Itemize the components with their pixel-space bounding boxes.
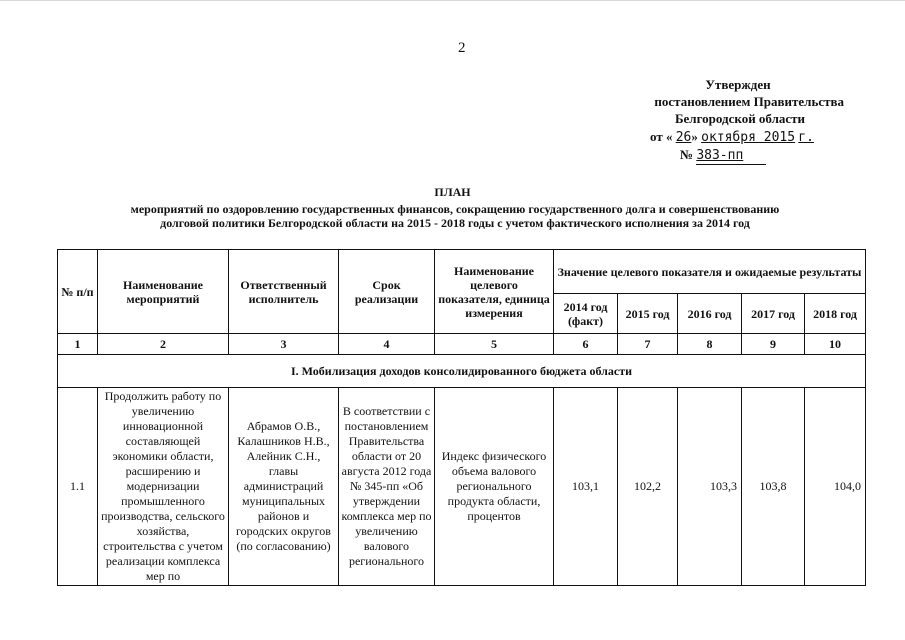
header-2018: 2018 год: [805, 294, 866, 334]
row-value-2016: 103,3: [678, 388, 742, 586]
date-mid: »: [691, 129, 698, 144]
header-2016: 2016 год: [678, 294, 742, 334]
row-name: Продолжить работу по увеличению инновационной составляющей экономики области, расширению и модернизации промышленного производства, сельского хозяйства, строительства с учетом реализации комплекса мер по: [98, 388, 229, 586]
col-number: 3: [229, 334, 339, 355]
subtitle-line1: мероприятий по оздоровлению государственных финансов, сокращению государственного долга и совершенствованию: [130, 202, 780, 216]
number-value: 383-пп: [696, 147, 766, 165]
section-title: I. Мобилизация доходов консолидированного бюджета области: [58, 355, 866, 388]
col-number: 6: [554, 334, 618, 355]
col-number: 8: [678, 334, 742, 355]
col-number: 1: [58, 334, 98, 355]
column-number-row: [58, 334, 866, 355]
approval-date: [650, 128, 814, 146]
header-term: Срок реализации: [339, 250, 435, 334]
col-number: 7: [618, 334, 678, 355]
header-values-group: Значение целевого показателя и ожидаемые результаты: [554, 250, 866, 294]
header-name: Наименование мероприятий: [98, 250, 229, 334]
header-row-1: [58, 250, 866, 294]
plan-subtitle: [60, 202, 850, 230]
number-label: №: [680, 147, 694, 162]
plan-title: ПЛАН: [434, 185, 471, 199]
col-number: 9: [742, 334, 805, 355]
date-prefix: от «: [650, 129, 673, 144]
row-indicator: Индекс физического объема валового регионального продукта области, процентов: [435, 388, 554, 586]
approval-line2: постановлением Правительства: [654, 94, 844, 109]
approval-line1: Утвержден: [705, 77, 771, 92]
row-num: 1.1: [58, 388, 98, 586]
date-day: 26: [675, 130, 692, 145]
date-suffix: г.: [798, 130, 814, 145]
date-month-year: октября 2015: [701, 130, 796, 145]
row-executor: Абрамов О.В., Калашников Н.В., Алейник С.Н., главы администраций муниципальных районов и городских округов (по согласованию): [229, 388, 339, 586]
approval-number: [680, 146, 766, 165]
col-number: 2: [98, 334, 229, 355]
top-edge-line: [0, 0, 905, 1]
section-row: [58, 355, 866, 388]
row-value-2017: 103,8: [742, 388, 805, 586]
table-row: [58, 388, 866, 586]
header-2017: 2017 год: [742, 294, 805, 334]
row-value-2015: 102,2: [618, 388, 678, 586]
plan-table: [57, 249, 866, 586]
header-indicator: Наименование целевого показателя, единица измерения: [435, 250, 554, 334]
page-number: 2: [458, 40, 466, 56]
header-executor: Ответственный исполнитель: [229, 250, 339, 334]
col-number: 4: [339, 334, 435, 355]
row-value-2018: 104,0: [805, 388, 866, 586]
approval-block: [600, 76, 860, 163]
col-number: 5: [435, 334, 554, 355]
header-2015: 2015 год: [618, 294, 678, 334]
header-2014: 2014 год (факт): [554, 294, 618, 334]
row-value-2014: 103,1: [554, 388, 618, 586]
approval-line3: Белгородской области: [674, 111, 806, 126]
subtitle-line2: долговой политики Белгородской области на 2015 - 2018 годы с учетом фактического исполнения за 2014 год: [160, 216, 750, 230]
header-num: № п/п: [58, 250, 98, 334]
row-term: В соответствии с постановлением Правительства области от 20 августа 2012 года № 345-пп «Об утверждении комплекса мер по увеличению валового регионального: [339, 388, 435, 586]
col-number: 10: [805, 334, 866, 355]
